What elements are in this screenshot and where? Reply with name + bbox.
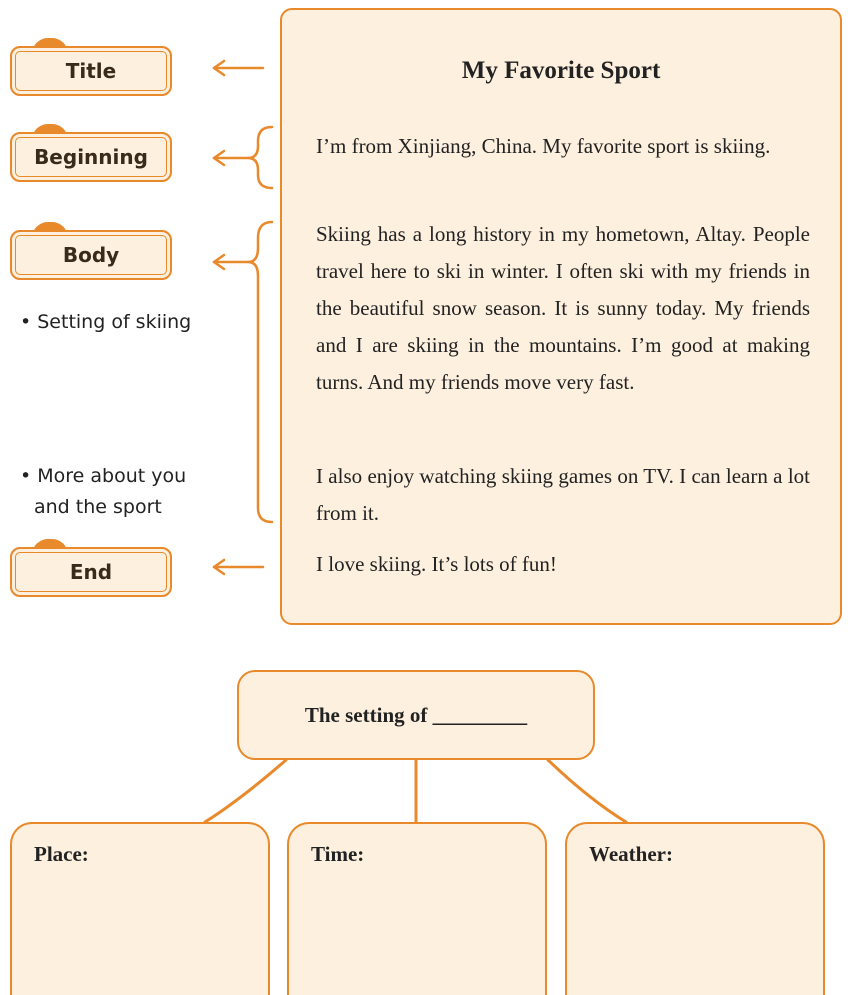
note-more-2: and the sport	[34, 496, 162, 518]
line-to-place	[205, 760, 286, 822]
card-place	[10, 822, 270, 995]
essay-para-1: I’m from Xinjiang, China. My favorite sport is skiing.	[316, 134, 771, 158]
label-end: End	[10, 547, 174, 599]
label-title: Title	[10, 46, 174, 98]
note-setting: • Setting of skiing	[20, 311, 192, 333]
essay-title: My Favorite Sport	[461, 57, 661, 84]
setting-box: The setting of _________	[237, 670, 595, 760]
card-weather-label: Weather:	[589, 842, 673, 866]
essay-para-4: I love skiing. It’s lots of fun!	[316, 552, 557, 576]
note-more-1: • More about you	[20, 465, 187, 487]
essay-para-2: Skiing has a long history in my hometown, Altay. People travel here to ski in winter. I often ski with my friends in the beautiful snow season. It is sunny today. My friends and I are skiing in the mountains. I’m good at making turns. And my friends move very fast.	[316, 222, 810, 394]
brace-beginning	[248, 127, 272, 188]
line-to-weather	[548, 760, 626, 822]
card-weather	[565, 822, 825, 995]
card-time	[287, 822, 547, 995]
card-place-label: Place:	[34, 842, 89, 866]
essay-panel	[280, 8, 842, 625]
label-body: Body	[10, 230, 174, 282]
essay-para-3: I also enjoy watching skiing games on TV. I can learn a lot from it.	[316, 464, 810, 525]
label-beginning: Beginning	[10, 132, 174, 184]
brace-body	[248, 222, 272, 522]
card-time-label: Time:	[311, 842, 365, 866]
